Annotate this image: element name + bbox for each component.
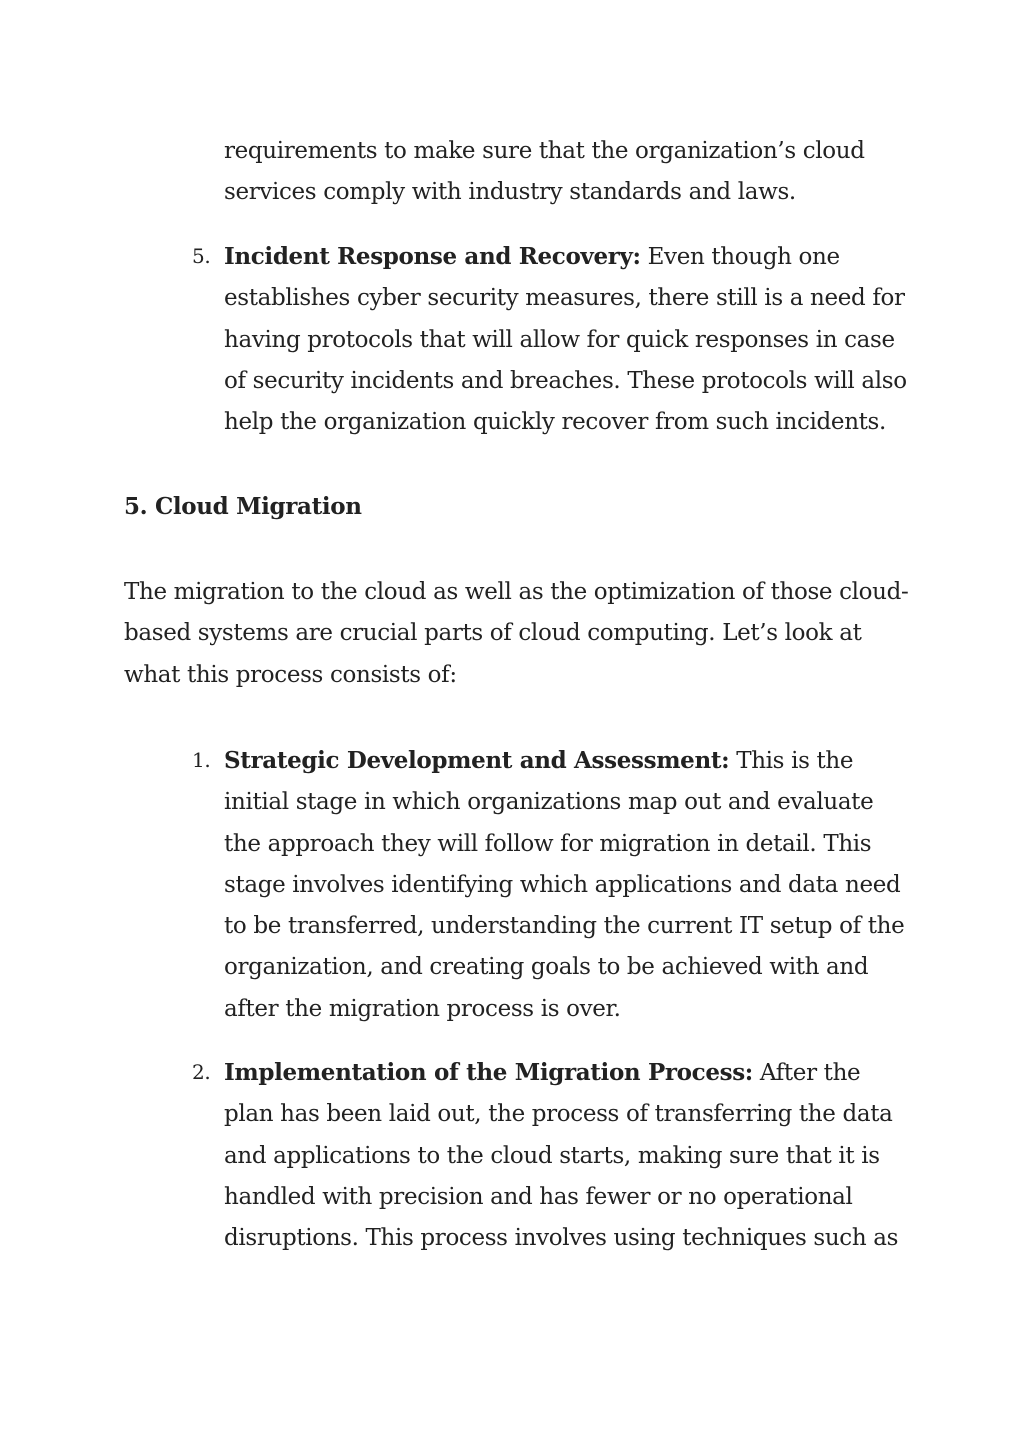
list-item-body: This is the initial stage in which organizations map out and evaluate the approach they will follow for migration in detail. This stage involves identifying which applications and data need to be transferred, understanding the current IT setup of the organization, and creating goals to be achieved with and after the migration process is over. xyxy=(224,748,905,1022)
list-item-number: 5. xyxy=(192,244,211,268)
list-item-title: Strategic Development and Assessment: xyxy=(224,747,730,774)
list-item-body: After the plan has been laid out, the process of transferring the data and applications to the cloud starts, making sure that it is handled with precision and has fewer or no operational disruptions. This process involves using techniques such as xyxy=(224,1060,899,1252)
continued-list-item-text: requirements to make sure that the organization’s cloud services comply with industry standards and laws. xyxy=(224,138,865,206)
list-item-implementation xyxy=(192,1052,914,1259)
section-intro-paragraph: The migration to the cloud as well as the optimization of those cloud-based systems are crucial parts of cloud computing. Let’s look at what this process consists of: xyxy=(124,579,909,688)
list-item-incident-response xyxy=(192,236,914,443)
list-item-title: Implementation of the Migration Process: xyxy=(224,1059,753,1086)
list-item-title: Incident Response and Recovery: xyxy=(224,243,641,270)
list-item-number: 1. xyxy=(192,748,211,772)
list-item-number: 2. xyxy=(192,1060,211,1084)
list-item-strategic-development xyxy=(192,740,914,1030)
list-item-body: Even though one establishes cyber security measures, there still is a need for having protocols that will allow for quick responses in case of security incidents and breaches. These protocols will also help the organization quickly recover from such incidents. xyxy=(224,244,907,436)
section-heading: 5. Cloud Migration xyxy=(124,493,362,520)
